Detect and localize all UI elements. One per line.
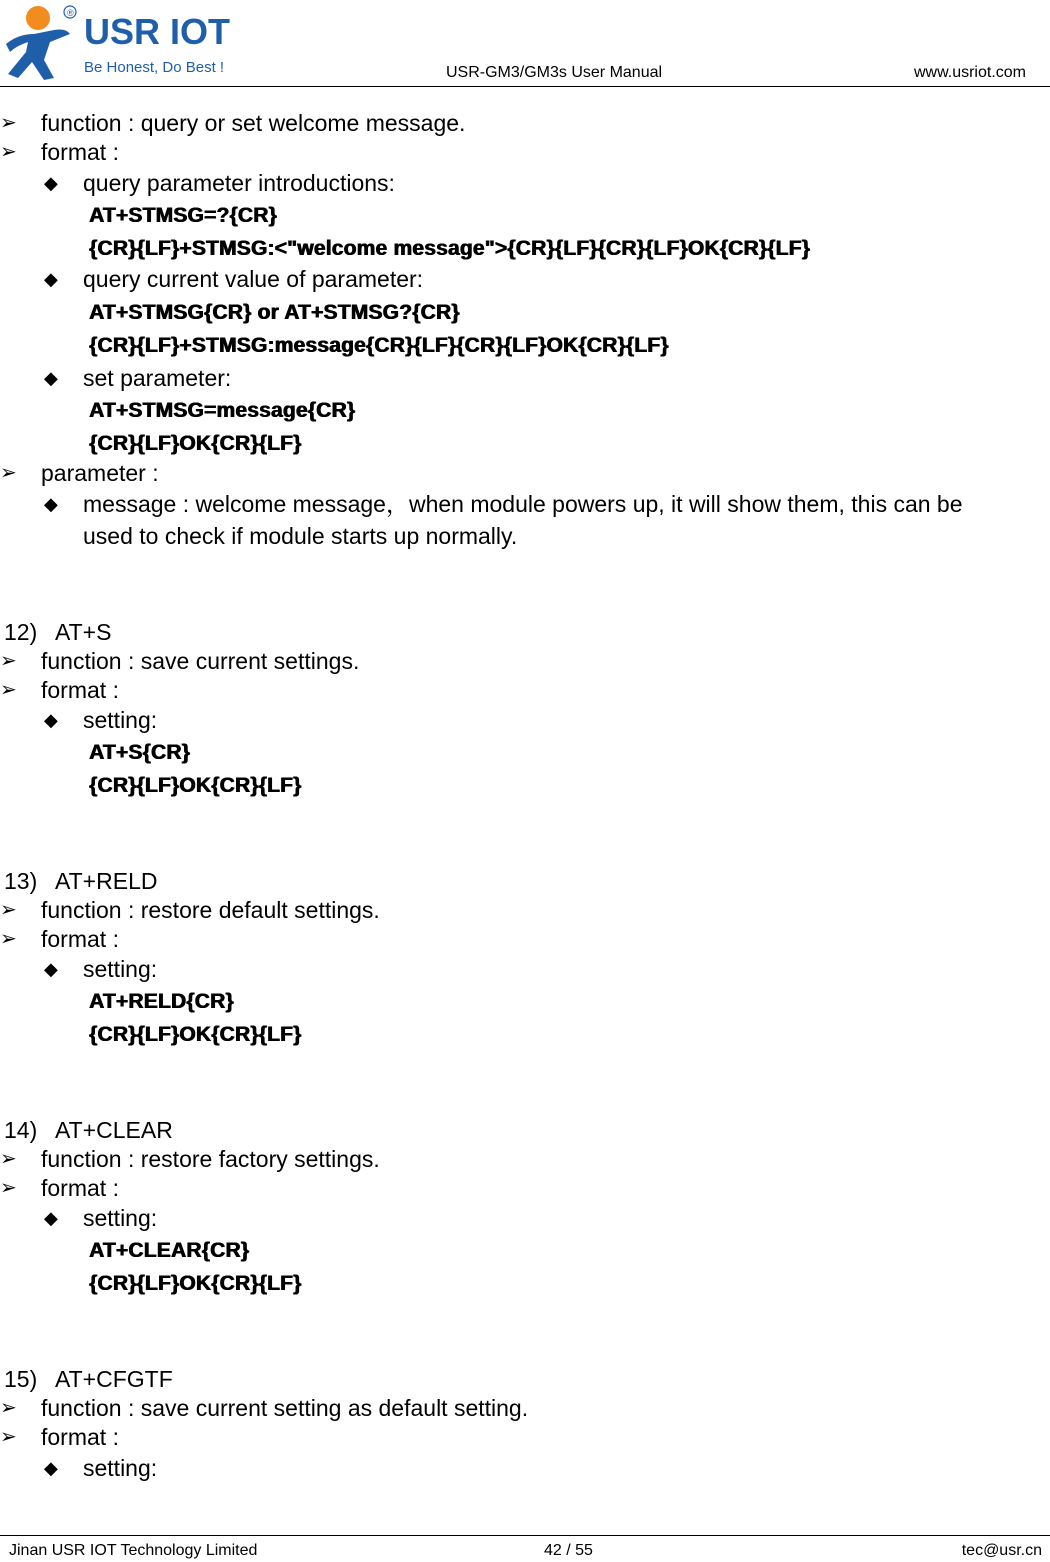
- diamond-bullet-icon: ◆: [44, 173, 58, 193]
- usr-iot-logo: [4, 4, 244, 82]
- registered-mark: ®: [67, 8, 74, 18]
- response-line: {CR}{LF}OK{CR}{LF}: [89, 432, 302, 455]
- diamond-bullet-icon: ◆: [44, 1208, 58, 1228]
- command-line: AT+STMSG{CR} or AT+STMSG?{CR}: [89, 301, 460, 324]
- page-number: 42 / 55: [544, 1542, 593, 1559]
- response-line: {CR}{LF}+STMSG:message{CR}{LF}{CR}{LF}OK{CR}{LF}: [89, 334, 669, 357]
- arrow-bullet-icon: ➢: [0, 1148, 17, 1170]
- page-header: [0, 0, 1050, 87]
- page-footer: [0, 1535, 1050, 1562]
- contact-email: tec@usr.cn: [961, 1542, 1042, 1559]
- arrow-bullet-icon: ➢: [0, 928, 17, 950]
- arrow-bullet-icon: ➢: [0, 1177, 17, 1199]
- diamond-bullet-icon: ◆: [44, 959, 58, 979]
- arrow-bullet-icon: ➢: [0, 650, 17, 672]
- command-line: AT+S{CR}: [89, 741, 190, 764]
- command-line: AT+CLEAR{CR}: [89, 1239, 250, 1262]
- response-line: {CR}{LF}OK{CR}{LF}: [89, 1023, 302, 1046]
- response-line: {CR}{LF}+STMSG:<"welcome message">{CR}{LF}{CR}{LF}OK{CR}{LF}: [89, 237, 811, 260]
- arrow-bullet-icon: ➢: [0, 462, 17, 484]
- response-line: {CR}{LF}OK{CR}{LF}: [89, 1272, 302, 1295]
- diamond-bullet-icon: ◆: [44, 1458, 58, 1478]
- command-line: AT+RELD{CR}: [89, 990, 234, 1013]
- command-line: AT+STMSG=message{CR}: [89, 399, 356, 422]
- diamond-bullet-icon: ◆: [44, 494, 58, 514]
- company-name: Jinan USR IOT Technology Limited: [9, 1542, 258, 1559]
- logo-tagline: Be Honest, Do Best !: [84, 59, 225, 76]
- diamond-bullet-icon: ◆: [44, 710, 58, 730]
- command-line: AT+STMSG=?{CR}: [89, 204, 277, 227]
- arrow-bullet-icon: ➢: [0, 112, 17, 134]
- arrow-bullet-icon: ➢: [0, 899, 17, 921]
- arrow-bullet-icon: ➢: [0, 1397, 17, 1419]
- message-desc-cont: used to check if module starts up normally.: [83, 523, 518, 549]
- arrow-bullet-icon: ➢: [0, 141, 17, 163]
- diamond-bullet-icon: ◆: [44, 269, 58, 289]
- website-url: www.usriot.com: [913, 64, 1026, 81]
- response-line: {CR}{LF}OK{CR}{LF}: [89, 774, 302, 797]
- manual-title: USR-GM3/GM3s User Manual: [446, 64, 663, 81]
- arrow-bullet-icon: ➢: [0, 679, 17, 701]
- diamond-bullet-icon: ◆: [44, 368, 58, 388]
- arrow-bullet-icon: ➢: [0, 1426, 17, 1448]
- logo-brand: USR IOT: [84, 11, 231, 52]
